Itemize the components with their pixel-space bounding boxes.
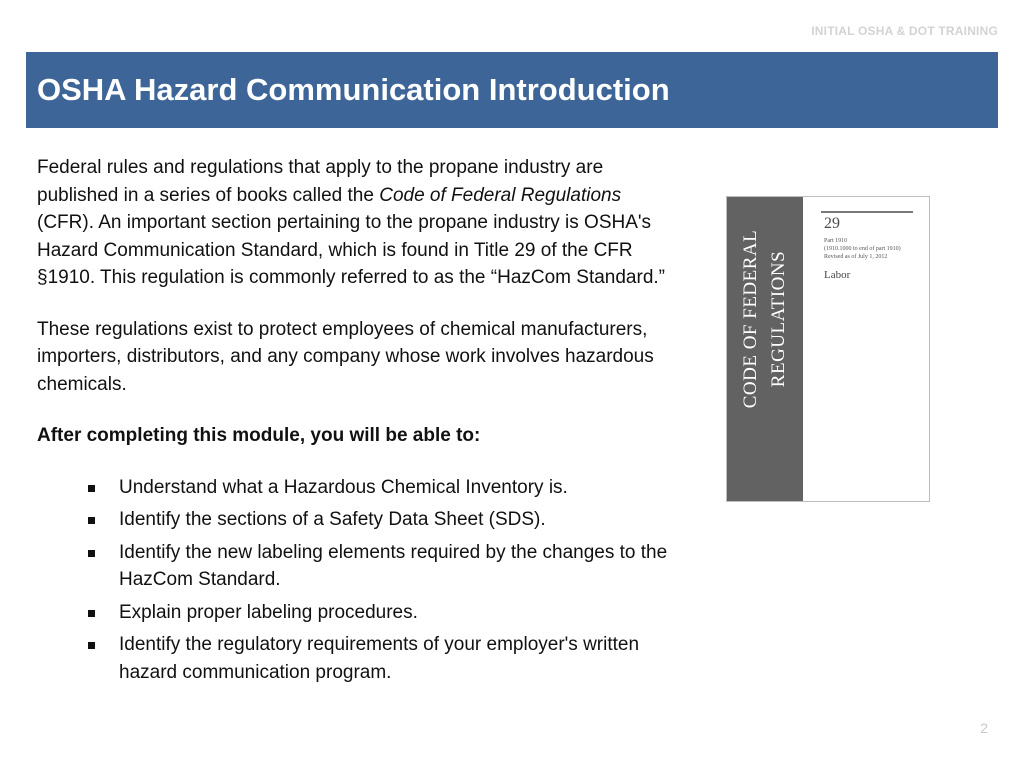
objective-text: Identify the new labeling elements required by the changes to the HazCom Standard. [119,541,668,590]
slide-title: OSHA Hazard Communication Introduction [37,72,670,107]
square-bullet-icon [88,517,95,524]
book-subject: Labor [824,269,851,281]
page-number: 2 [980,720,988,736]
slide-content [37,154,677,691]
objective-text: Identify the regulatory requirements of your employer's written hazard communication program. [119,634,640,683]
book-title-number: 29 [824,215,840,232]
objective-item [83,599,677,627]
objective-text: Identify the sections of a Safety Data Sheet (SDS). [119,509,546,530]
objective-item [83,539,677,594]
square-bullet-icon [88,642,95,649]
objectives-heading: After completing this module, you will be able to: [37,425,481,446]
course-header-label: INITIAL OSHA & DOT TRAINING [811,24,998,38]
book-part-line: Revised as of July 1, 2012 [824,254,888,260]
book-part-info [824,237,924,261]
intro-text-end: (CFR). An important section pertaining to the propane industry is OSHA's Hazard Communication Standard, which is found in Title 29 of the CFR §1910. This regulation is commonly referred to as the “HazCom Standard.” [37,212,666,288]
objective-item [83,631,677,686]
cover-rule [821,211,913,213]
square-bullet-icon [88,610,95,617]
spine-title-line: REGULATIONS [768,250,789,388]
objective-item [83,506,677,534]
book-part-line: (1910.1000 to end of part 1910) [824,246,901,252]
objective-text: Understand what a Hazardous Chemical Inventory is. [119,476,568,498]
title-bar [26,52,998,128]
book-spine-title [737,230,793,409]
square-bullet-icon [88,485,95,492]
cfr-book-cover-image [726,196,930,502]
objectives-list [37,474,677,687]
square-bullet-icon [88,550,95,557]
objective-text: Explain proper labeling procedures. [119,601,418,623]
purpose-paragraph: These regulations exist to protect employees of chemical manufacturers, importers, distributors, and any company whose work involves hazardous chemicals. [37,318,654,395]
intro-text-start: Federal rules and regulations that apply to the propane industry are published in a series of books called the [37,157,604,206]
book-part-line: Part 1910 [824,238,848,244]
intro-paragraph [37,154,677,292]
cfr-title-italic: Code of Federal Regulations [379,184,622,206]
spine-title-line: CODE OF FEDERAL [740,229,761,409]
book-spine [727,197,803,501]
objective-item [83,474,677,502]
